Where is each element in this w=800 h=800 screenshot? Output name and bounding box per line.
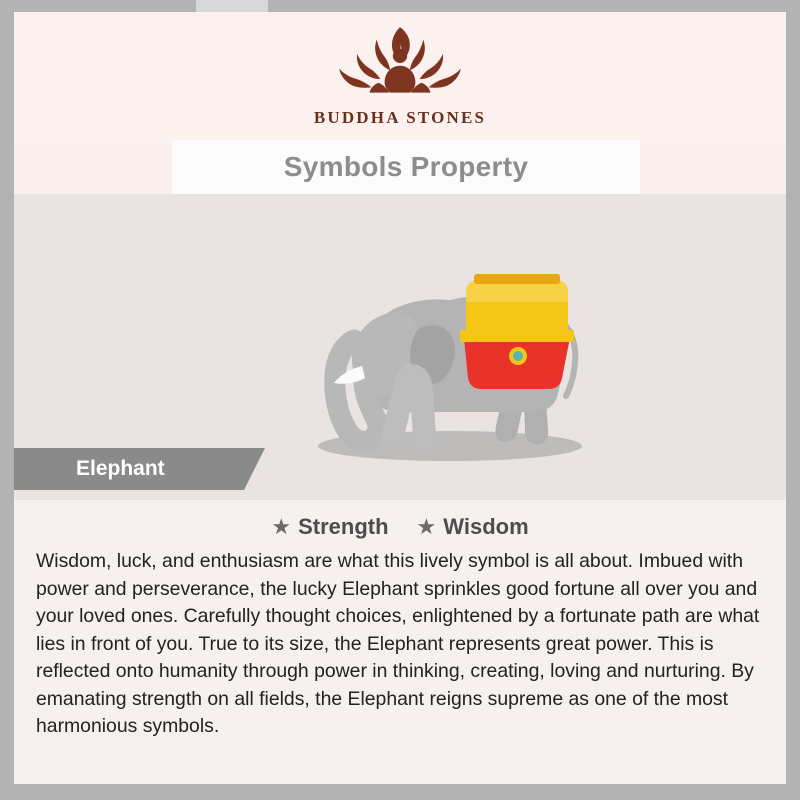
frame-bottom-band: [0, 784, 800, 800]
brand-logo: [14, 20, 786, 128]
frame-right-band: [786, 0, 800, 800]
page-title: Symbols Property: [283, 151, 529, 182]
attribute-wisdom: [417, 514, 529, 540]
description-text: Wisdom, luck, and enthusiasm are what this lively symbol is all about. Imbued with power and perseverance, the lucky Elephant sprinkles good fortune all over you and your loved ones. Carefully thought choices, enlightened by a fortunate path are what lies in front of you. True to its size, the Elephant represents great power. This is reflected onto humanity through power in thinking, creating, loving and nurturing. By emanating strength on all fields, the Elephant reigns supreme as one of the most harmonious symbols.: [36, 550, 760, 738]
attribute-list: [14, 514, 786, 540]
symbol-label-tag: [14, 448, 244, 490]
frame-top-notch: [196, 0, 268, 12]
frame-left-band: [0, 0, 14, 800]
elephant-illustration: [250, 208, 650, 488]
frame-top-band: [0, 0, 800, 12]
brand-name: BUDDHA STONES: [313, 108, 487, 127]
description-panel: [14, 500, 786, 784]
star-icon: ★: [416, 514, 437, 539]
section-title-band: [172, 140, 640, 194]
brand-header: [14, 12, 786, 140]
lotus-meditation-figure-icon: [310, 20, 490, 106]
attribute-label: Wisdom: [443, 514, 529, 539]
star-icon: ★: [271, 514, 292, 539]
attribute-label: Strength: [298, 514, 389, 539]
attribute-strength: [271, 514, 388, 540]
symbol-label: Elephant: [76, 457, 165, 480]
